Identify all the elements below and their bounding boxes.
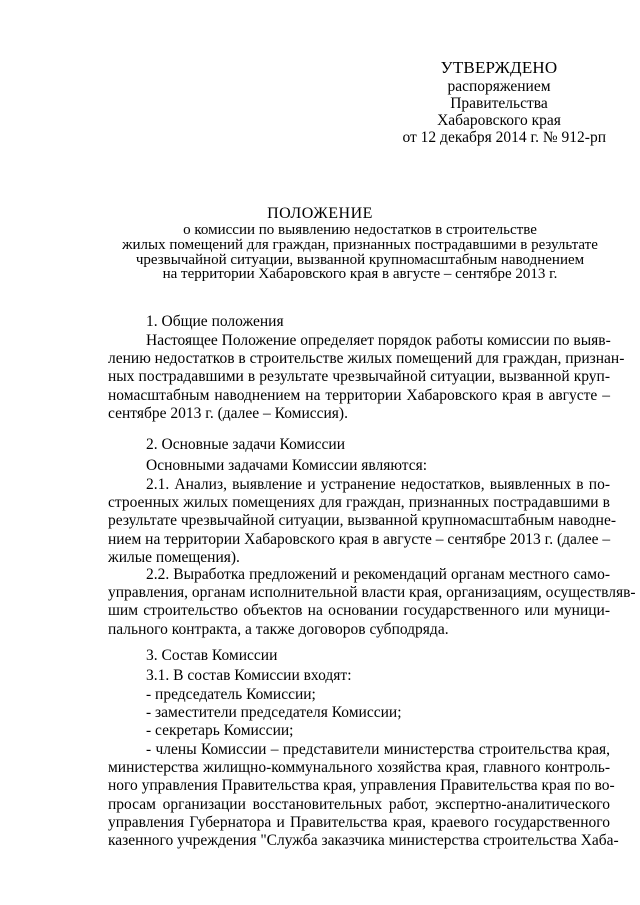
- paragraph-line: шим строительство объектов на основании государственного или муници-: [108, 602, 610, 620]
- section-2-heading: 2. Основные задачи Комиссии: [146, 436, 345, 453]
- document-subtitle: [100, 223, 620, 282]
- approval-line-1: распоряжением: [447, 78, 551, 95]
- approval-line-3: Хабаровского края: [437, 112, 561, 129]
- paragraph-line: результате чрезвычайной ситуации, вызванной крупномасштабным наводне-: [108, 512, 616, 530]
- section-1-heading: 1. Общие положения: [146, 313, 284, 330]
- paragraph-line: 2.1. Анализ, выявление и устранение недостатков, выявленных в по-: [146, 476, 610, 493]
- section-2-1-paragraph: [108, 476, 616, 567]
- paragraph-line: казенного учреждения "Служба заказчика министерства строительства Хаба-: [108, 832, 619, 850]
- section-3-item: - секретарь Комиссии;: [146, 722, 294, 739]
- paragraph-line: управления, органам исполнительной власти края, организациям, осуществляв-: [108, 584, 636, 602]
- paragraph-line: номасштабным наводнением на территории Хабаровского края в августе –: [108, 386, 610, 404]
- section-1-paragraph: [108, 332, 625, 423]
- paragraph-line: Настоящее Положение определяет порядок работы комиссии по выяв-: [146, 332, 611, 349]
- paragraph-line: ных пострадавшими в результате чрезвычайной ситуации, вызванной круп-: [108, 368, 610, 386]
- approval-heading: УТВЕРЖДЕНО: [440, 58, 558, 77]
- section-2-2-paragraph: [108, 566, 636, 639]
- section-3-intro: 3.1. В состав Комиссии входят:: [146, 667, 352, 684]
- approval-line-2: Правительства: [450, 95, 548, 112]
- paragraph-line: строенных жилых помещениях для граждан, признанных пострадавшими в: [108, 494, 610, 512]
- section-3-heading: 3. Состав Комиссии: [146, 647, 278, 664]
- paragraph-line: лению недостатков в строительстве жилых помещений для граждан, признан-: [108, 350, 625, 368]
- paragraph-line: пального контракта, а также договоров субподряда.: [108, 620, 449, 638]
- paragraph-line: 2.2. Выработка предложений и рекомендаций органам местного само-: [146, 566, 610, 583]
- section-2-intro: Основными задачами Комиссии являются:: [146, 457, 428, 474]
- paragraph-line: просам организации восстановительных работ, экспертно-аналитического: [108, 795, 610, 813]
- section-3-item: - председатель Комиссии;: [146, 686, 316, 703]
- paragraph-line: - члены Комиссии – представители министерства строительства края,: [146, 741, 610, 758]
- approval-block: [356, 58, 606, 146]
- subtitle-line: о комиссии по выявлению недостатков в строительстве: [183, 222, 537, 238]
- document-title: ПОЛОЖЕНИЕ: [267, 205, 373, 222]
- subtitle-line: чрезвычайной ситуации, вызванной крупномасштабным наводнением: [135, 251, 585, 268]
- section-3-members-paragraph: [108, 741, 619, 850]
- paragraph-line: нием на территории Хабаровского края в августе – сентябре 2013 г. (далее –: [108, 530, 611, 548]
- approval-line-4: от 12 декабря 2014 г. № 912-рп: [402, 129, 606, 146]
- subtitle-line: на территории Хабаровского края в августе – сентябре 2013 г.: [162, 266, 558, 283]
- paragraph-line: сентябре 2013 г. (далее – Комиссия).: [108, 404, 348, 422]
- subtitle-line: жилых помещений для граждан, признанных пострадавшими в результате: [122, 236, 598, 253]
- paragraph-line: ного управления Правительства края, управления Правительства края по во-: [108, 777, 615, 795]
- paragraph-line: жилые помещения).: [108, 548, 240, 566]
- paragraph-line: министерства жилищно-коммунального хозяйства края, главного контроль-: [108, 759, 610, 777]
- section-3-item: - заместители председателя Комиссии;: [146, 704, 402, 721]
- paragraph-line: управления Губернатора и Правительства края, краевого государственного: [108, 813, 610, 831]
